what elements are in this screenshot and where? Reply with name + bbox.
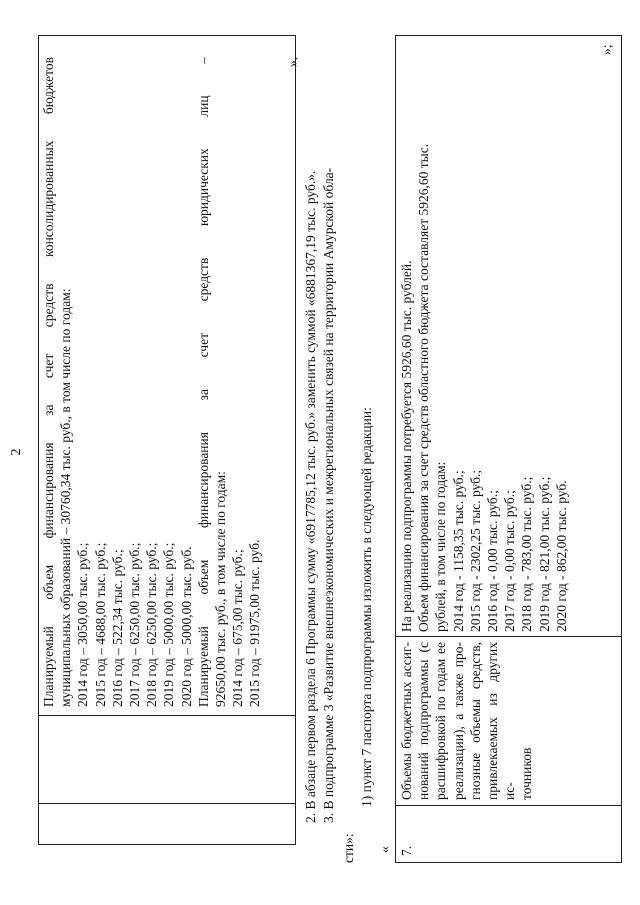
table-cell-content <box>40 57 264 707</box>
row-content-line: 2019 год - 821,00 тыс. руб.; <box>536 476 552 632</box>
paragraph-3-item-1: 1) пункт 7 паспорта подпрограммы изложить в следующей редакции: <box>359 407 374 807</box>
row-content <box>398 42 570 632</box>
page-number: 2 <box>9 448 24 456</box>
row-content-line: На реализацию подпрограммы потребуется 5926,60 тыс. рублей. <box>399 260 414 632</box>
table-line: 2018 год – 6250,00 тыс. руб.; <box>144 542 160 707</box>
row-name-line: гнозные объемы средств, <box>467 642 483 800</box>
row-name-line: нований подпрограммы (с <box>416 642 432 800</box>
table-divider <box>396 805 621 806</box>
table-divider <box>39 715 295 716</box>
table-line: 92650,00 тыс. руб., в том числе по годам: <box>213 471 229 707</box>
row-content-line: рублей, в том числе по годам: <box>433 461 449 632</box>
row-name-line: привлекаемых из других ис- <box>485 642 518 800</box>
row-name <box>398 642 536 800</box>
financing-table-continuation <box>38 35 296 845</box>
row-content-line: 2020 год - 862,00 тыс. руб. <box>553 480 569 632</box>
table-line: 2016 год – 522,34 тыс. руб.; <box>109 549 125 707</box>
row-content-line: 2015 год - 2302,25 тыс. руб.; <box>467 469 483 632</box>
row-content-line: 2016 год - 0,00 тыс. руб.; <box>485 490 501 632</box>
table-line: 2015 год – 4688,00 тыс. руб.; <box>92 542 108 707</box>
row-content-line: 2018 год - 783,00 тыс. руб.; <box>519 476 535 632</box>
row-name-line: Объемы бюджетных ассиг- <box>399 642 414 800</box>
table-line: 2014 год – 3050,00 тыс. руб.; <box>75 542 91 707</box>
passport-table <box>395 35 622 863</box>
table-line: Планируемый объем финансирования за счет средств юридических лиц – <box>195 57 211 707</box>
paragraph-2: 2. В абзаце первом раздела 6 Программы сумму «6917785,12 тыс. руб.» заменить суммой «6881367,19 тыс. руб.». <box>303 170 318 823</box>
closing-quote-1: ». <box>285 56 300 67</box>
row-content-line: Объем финансирования за счет средств областного бюджета составляет 5926,60 тыс. <box>416 143 432 632</box>
row-name-line: расшифровкой по годам ее <box>433 642 449 800</box>
row-content-line: 2017 год - 0,00 тыс. руб.; <box>502 490 518 632</box>
row-name-line: реализации), а также про- <box>450 642 466 800</box>
table-line: 2014 год – 675,00 тыс. руб.; <box>230 549 246 707</box>
opening-quote: « <box>377 846 392 853</box>
row-name-line: точников <box>519 747 535 800</box>
table-line: муниципальных образований – 30760,34 тыс. руб., в том числе по годам: <box>58 288 74 707</box>
row-number: 7. <box>399 845 414 856</box>
table-divider <box>396 636 621 637</box>
table-divider <box>39 803 295 804</box>
row-content-line: 2014 год - 1158,35 тыс. руб.; <box>450 470 466 632</box>
table-line: 2019 год – 5000,00 тыс. руб.; <box>161 542 177 707</box>
closing-quote-2: »; <box>599 44 614 55</box>
table-line: 2015 год – 91975,00 тыс. руб. <box>247 539 263 707</box>
paragraph-3-continuation: сти»: <box>341 833 356 863</box>
table-line: 2020 год – 5000,00 тыс. руб. <box>178 546 194 707</box>
paragraph-3: 3. В подпрограмме 3 «Развитие внешнеэкономических и межрегиональных связей на территории Амурской обла- <box>321 167 336 823</box>
table-line: Планируемый объем финансирования за счет средств консолидированных бюджетов <box>41 57 56 707</box>
table-line: 2017 год – 6250,00 тыс. руб.; <box>127 542 143 707</box>
